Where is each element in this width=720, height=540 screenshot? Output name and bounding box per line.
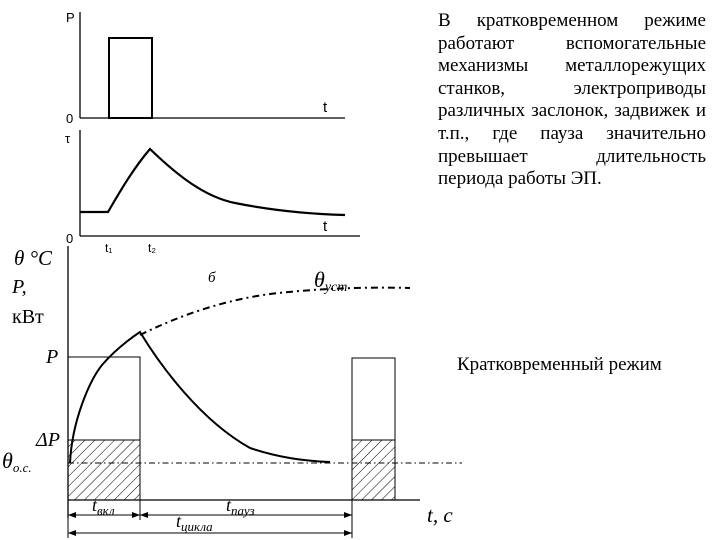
top-origin-label: 0	[66, 111, 74, 126]
bottom-y-axis-label-p: P,	[12, 276, 27, 298]
ambient-temp-label: θо.с.	[2, 448, 32, 475]
arrow-cycle-left	[68, 530, 76, 536]
bottom-y-axis-label-theta: θ °С	[14, 246, 52, 270]
loss-level-label: ΔP	[36, 429, 60, 451]
power-level-label: P	[46, 346, 59, 368]
tick-label-t1: t₁	[105, 241, 113, 255]
bottom-x-axis-label: t, с	[427, 503, 453, 527]
top-x-axis-label: t	[323, 99, 328, 116]
middle-x-axis-label: t	[323, 218, 328, 235]
description-paragraph: В кратковременном режиме работают вспомогательные механизмы металлорежущих станков, электроприводы различных заслонок, задвижек и т.п., где пауза значительно превышает длительность периода работы ЭП.	[438, 10, 706, 190]
steady-state-curve	[140, 288, 410, 335]
tick-label-t2: t₂	[148, 241, 156, 255]
loss-area-1	[68, 440, 140, 500]
temperature-curve	[80, 149, 345, 215]
middle-origin-label: 0	[66, 231, 74, 246]
temperature-plot	[65, 130, 360, 286]
arrow-pause-right	[344, 512, 352, 518]
arrow-cycle-right	[344, 530, 352, 536]
diagram-caption: Кратковременный режим	[457, 354, 662, 375]
arrow-on-right	[132, 512, 140, 518]
steady-temp-label: θуст	[314, 267, 348, 295]
pause-time-label: $t_{пауз}$	[226, 495, 255, 518]
power-pulse	[109, 38, 152, 118]
middle-y-axis-label: τ	[65, 131, 71, 146]
arrow-pause-left	[140, 512, 148, 518]
on-time-label: $t_{вкл}$	[92, 495, 115, 518]
heating-cooling-plot	[2, 246, 462, 538]
bottom-y-axis-label-unit: кВт	[12, 306, 44, 328]
figure-label: б	[208, 270, 216, 286]
power-pulse-plot	[66, 10, 345, 126]
loss-area-2	[352, 440, 395, 500]
top-y-axis-label: P	[66, 10, 75, 25]
cycle-time-label: $t_{цикла}$	[176, 511, 213, 534]
arrow-on-left	[68, 512, 76, 518]
